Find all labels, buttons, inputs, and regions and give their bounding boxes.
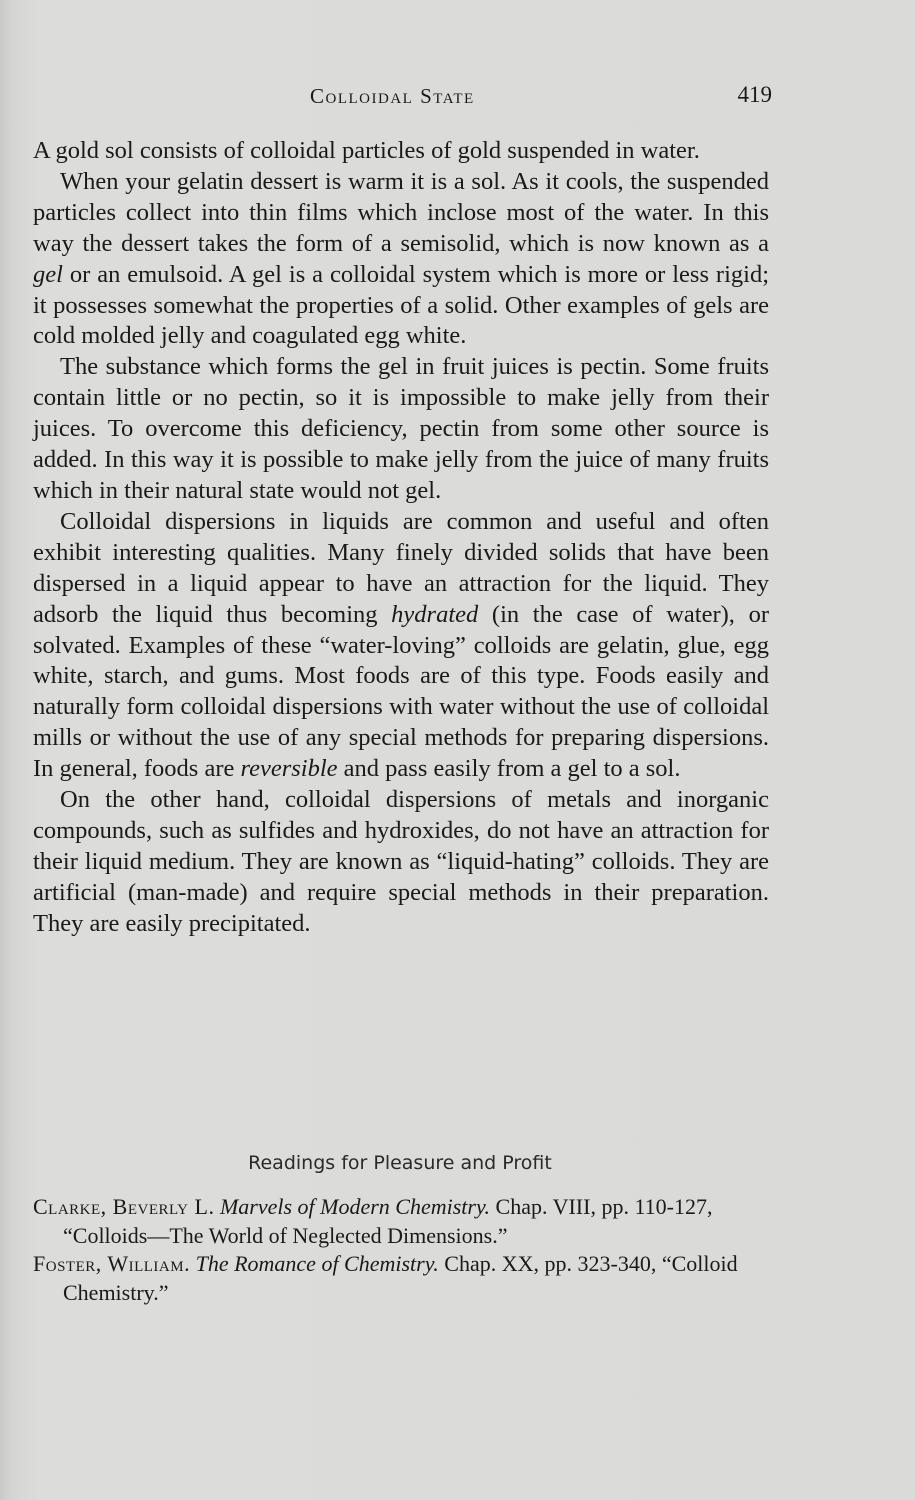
paragraph-gold-sol: A gold sol consists of colloidal particles of gold suspended in water. — [33, 137, 700, 164]
paragraph-gelatin: When your gelatin dessert is warm it is a sol. As it cools, the suspended particles collect into thin films which inclose most of the water. In this way the dessert takes the form of a semisolid, which is now known as a gel or an emulsoid. A gel is a colloidal system which is more or less rigid; it possesses somewhat the properties of a solid. Other examples of gels are cold molded jelly and coagulated egg white. — [33, 167, 769, 350]
term-reversible: reversible — [240, 755, 338, 783]
body-text — [33, 136, 769, 940]
reading-work: Marvels of Modern Chemistry. — [219, 1194, 491, 1219]
paragraph-liquid-hating: On the other hand, colloidal dispersions of metals and inorganic compounds, such as sulfides and hydroxides, do not have an attraction for their liquid medium. They are known as “liquid-hating” colloids. They are artificial (man-made) and require special methods in their preparation. They are easily precipitated. — [33, 786, 769, 937]
reading-details: Chap. XX, pp. 323-340, “Colloid Chemistry.” — [63, 1251, 738, 1305]
term-gel: gel — [33, 260, 63, 288]
reading-details: Chap. VIII, pp. 110-127, “Colloids—The World of Neglected Dimensions.” — [63, 1194, 713, 1248]
reading-work: The Romance of Chemistry. — [195, 1251, 439, 1276]
paragraph-pectin: The substance which forms the gel in fruit juices is pectin. Some fruits contain little or no pectin, so it is impossible to make jelly from their juices. To overcome this deficiency, pectin from some other source is added. In this way it is possible to make jelly from the juice of many fruits which in their natural state would not gel. — [33, 353, 769, 504]
page-number: 419 — [737, 82, 772, 107]
reading-author: Foster, William. — [33, 1251, 191, 1276]
reading-ref — [33, 1193, 769, 1250]
reading-ref — [33, 1250, 769, 1307]
readings-list — [33, 1193, 769, 1307]
page-header — [0, 84, 915, 114]
term-hydrated: hydrated — [391, 600, 479, 628]
reading-author: Clarke, Beverly L. — [33, 1194, 215, 1219]
running-head: Colloidal State — [310, 84, 475, 108]
readings-title: Readings for Pleasure and Profit — [248, 1152, 552, 1174]
paragraph-water-loving: Colloidal dispersions in liquids are common and useful and often exhibit interesting qualities. Many finely divided solids that have been dispersed in a liquid appear to have an attraction for the liquid. They adsorb the liquid thus becoming hydrated (in the case of water), or solvated. Examples of these “water-loving” colloids are gelatin, glue, egg white, starch, and gums. Most foods are of this type. Foods easily and naturally form colloidal dispersions with water without the use of colloidal mills or without the use of any special methods for preparing dispersions. In general, foods are reversible and pass easily from a gel to a sol. — [33, 507, 769, 783]
